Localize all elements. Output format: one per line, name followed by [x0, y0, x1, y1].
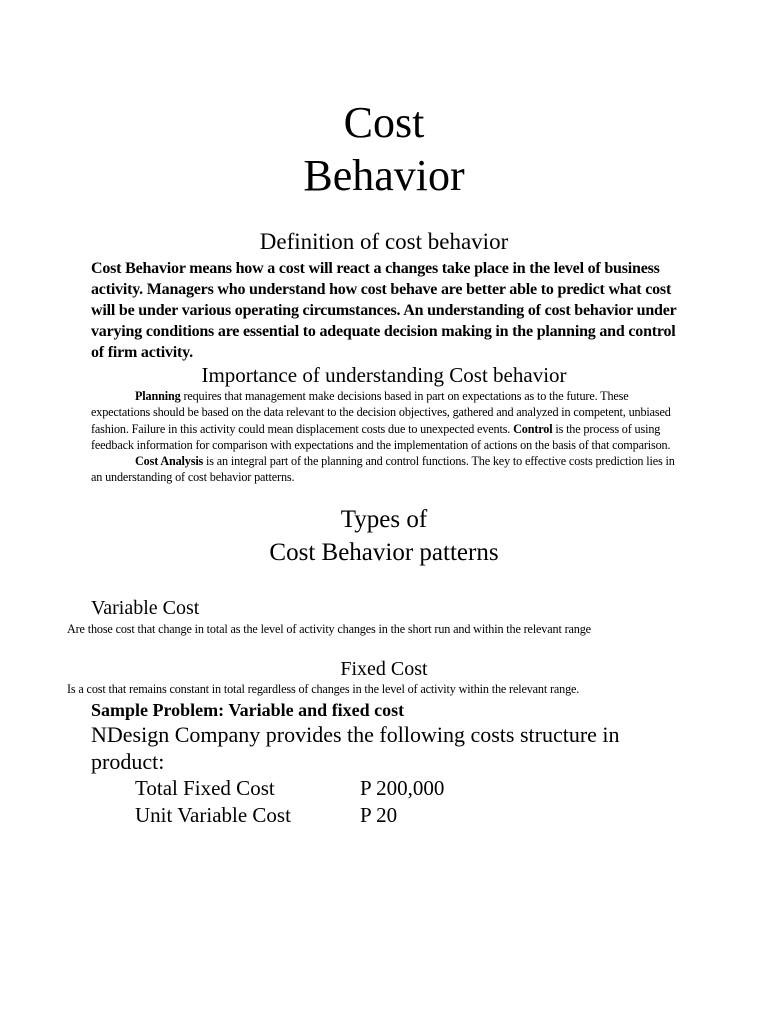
title-line-2: Behavior: [303, 151, 465, 200]
definition-body: [91, 258, 691, 363]
sample-problem-heading: Sample Problem: Variable and fixed cost: [91, 700, 405, 720]
variable-cost-heading: Variable Cost: [91, 597, 200, 619]
importance-paragraph-1: [91, 388, 681, 453]
planning-term: Planning: [135, 389, 181, 403]
types-heading-line-1: Types of: [340, 506, 428, 533]
control-text: is the process of using feedback information for comparison with expectations and the implementation of actions on the basis of that comparison.: [91, 421, 671, 452]
fixed-cost-description: Is a cost that remains constant in total regardless of changes in the level of activity within the relevant range.: [67, 682, 580, 696]
cost-row: [135, 775, 444, 801]
variable-cost-description: Are those cost that change in total as the level of activity changes in the short run and within the relevant range: [67, 622, 591, 636]
planning-text: requires that management make decisions based in part on expectations as to the future. These expectations should be based on the data relevant to the decision objectives, gathered and analyzed in competent, unbiased fashion. Failure in this activity could mean displacement costs due to unexpected events.: [91, 389, 671, 436]
cost-row: [135, 802, 397, 828]
importance-body: [91, 388, 681, 486]
cost-row-label: Unit Variable Cost: [135, 803, 291, 827]
cost-analysis-term: Cost Analysis: [135, 454, 204, 469]
definition-heading: Definition of cost behavior: [259, 229, 509, 254]
importance-heading: Importance of understanding Cost behavior: [201, 363, 567, 387]
fixed-cost-heading: Fixed Cost: [340, 658, 428, 680]
control-term: Control: [513, 421, 553, 436]
definition-text: means how a cost will react a changes take place in the level of business activity. Managers who understand how cost behave are better able to predict what cost will be under various operating circumstances. An understanding of cost behavior under varying conditions are essential to adequate decision making in the planning and control of firm activity.: [91, 260, 677, 361]
title-line-1: Cost: [343, 98, 425, 147]
cost-analysis-text: is an integral part of the planning and control functions. The key to effective costs prediction lies in an understanding of cost behavior patterns.: [91, 454, 675, 485]
types-heading-line-2: Cost Behavior patterns: [269, 539, 499, 566]
cost-row-value: P 200,000: [360, 776, 445, 800]
definition-term: Cost Behavior: [91, 260, 186, 277]
cost-row-value: P 20: [360, 803, 398, 827]
importance-paragraph-2: [91, 453, 681, 486]
cost-row-label: Total Fixed Cost: [135, 776, 275, 800]
sample-problem-intro: NDesign Company provides the following costs structure in product:: [91, 722, 620, 774]
